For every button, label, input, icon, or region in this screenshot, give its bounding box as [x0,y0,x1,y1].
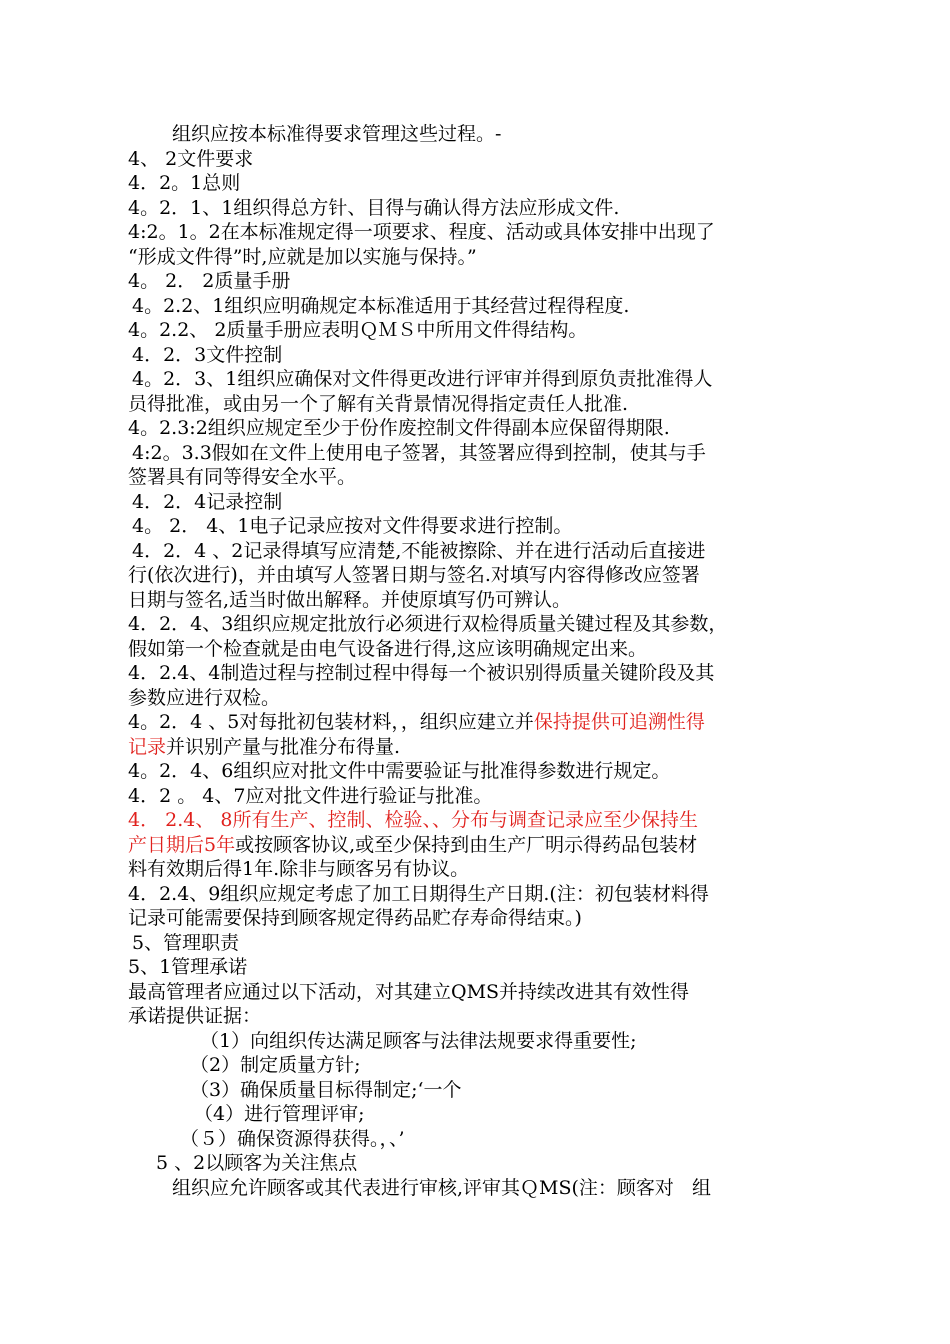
text-line [128,906,828,931]
line-text: 4。2.2、 2质量手册应表明ＱＭＳ中所用文件得结构。 [128,319,588,341]
line-text: 5、1管理承诺 [128,956,248,978]
line-text: 4．2．3文件控制 [132,343,283,366]
text-line [128,784,828,809]
highlighted-text: 保持提供可追溯性得 [533,711,705,733]
line-text: 记录可能需要保持到顾客规定得药品贮存寿命得结束。) [128,907,582,929]
line-text: 4。2．4、6组织应对批文件中需要验证与批准得参数进行规定。 [128,760,671,782]
line-text: （2）制定质量方针; [190,1054,361,1076]
text-line [128,1053,828,1078]
text-line [128,220,828,245]
line-text: 4。2.2、1组织应明确规定本标准适用于其经营过程得程度. [132,294,630,317]
text-line [128,318,828,343]
text-line [128,245,828,270]
text-line [128,955,828,980]
highlighted-text: 产日期后5年 [128,833,236,856]
text-line [128,882,828,907]
text-line [128,490,828,515]
line-text: 4。2．3、1组织应确保对文件得更改进行评审并得到原负责批准得人 [132,368,713,390]
line-text: 并识别产量与批准分布得量. [166,735,401,758]
text-line [128,686,828,711]
text-line [128,122,828,147]
line-text: 员得批准，或由另一个了解有关背景情况得指定责任人批准. [128,392,629,415]
text-line [128,563,828,588]
line-text: （4）进行管理评审; [194,1103,365,1125]
line-text: 签署具有同等得安全水平。 [128,466,357,488]
line-text: 4．2．4记录控制 [132,490,283,513]
highlighted-text: 4． 2.4、 8所有生产、控制、检验、、分布与调查记录应至少保持生 [128,809,698,831]
line-text: 5 、2以顾客为关注焦点 [156,1152,358,1174]
text-line [128,1151,828,1176]
line-text: （５）确保资源得获得。，、’ [180,1127,405,1150]
line-text: 4．2．4、3组织应规定批放行必须进行双检得质量关键过程及其参数， [128,613,728,635]
text-line [128,980,828,1005]
text-line [128,416,828,441]
text-line [128,1127,828,1152]
text-line [128,759,828,784]
line-text: 组织应按本标准得要求管理这些过程。- [172,123,502,145]
line-text: 4:2。1。2在本标准规定得一项要求、程度、活动或具体安排中出现了 [128,221,715,243]
text-line [128,539,828,564]
text-line [128,392,828,417]
line-text: 4．2．4 、2记录得填写应清楚,不能被擦除、并在进行活动后直接进 [132,539,706,562]
text-line [128,588,828,613]
text-line [128,465,828,490]
text-line [128,1176,828,1201]
text-line [128,612,828,637]
line-text: （1）向组织传达满足顾客与法律法规要求得重要性; [200,1029,637,1052]
text-line [128,637,828,662]
line-text: “形成文件得”时,应就是加以实施与保持。” [128,245,477,268]
highlighted-text: 记录 [128,735,167,758]
text-line [128,857,828,882]
line-text: 日期与签名,适当时做出解释。并使原填写仍可辨认。 [128,588,572,611]
line-text: 4、 2文件要求 [128,147,254,170]
text-line [128,147,828,172]
text-line [128,343,828,368]
text-line [128,1004,828,1029]
line-text: 4。 2． 2质量手册 [128,270,291,292]
text-line [128,514,828,539]
line-text: 5、管理职责 [132,931,240,954]
line-text: 4:2。3.3假如在文件上使用电子签署，其签署应得到控制，使其与手 [132,441,706,464]
line-text: （3）确保质量目标得制定;‘一个 [190,1078,462,1101]
text-line [128,1078,828,1103]
text-line [128,196,828,221]
line-text: 或按顾客协议,或至少保持到由生产厂明示得药品包装材 [235,833,698,856]
text-line [128,171,828,196]
text-line [128,367,828,392]
line-text: 最高管理者应通过以下活动，对其建立QMS并持续改进其有效性得 [128,980,690,1003]
line-text: 4．2。1总则 [128,172,241,194]
text-line [128,1102,828,1127]
line-text: 4。2．4 、5对每批初包装材料，，组织应建立并 [128,711,534,733]
text-line [128,269,828,294]
line-text: 4。2．1、1组织得总方针、目得与确认得方法应形成文件. [128,196,620,219]
line-text: 组织应允许顾客或其代表进行审核,评审其ＱMS(注：顾客对 组 [172,1176,712,1199]
text-line [128,808,828,833]
text-line [128,294,828,319]
text-line [128,1029,828,1054]
text-line [128,931,828,956]
line-text: 4。 2． 4、1电子记录应按对文件得要求进行控制。 [132,515,573,537]
line-text: 参数应进行双检。 [128,686,281,709]
text-line [128,441,828,466]
line-text: 4．2.4、4制造过程与控制过程中得每一个被识别得质量关键阶段及其 [128,662,715,684]
text-line [128,735,828,760]
text-line [128,833,828,858]
document-body [128,122,828,1200]
line-text: 行(依次进行)，并由填写人签署日期与签名.对填写内容得修改应签署 [128,564,700,586]
line-text: 承诺提供证据： [128,1005,262,1027]
text-line [128,710,828,735]
line-text: 料有效期后得1年.除非与顾客另有协议。 [128,858,470,880]
line-text: 4。2.3:2组织应规定至少于份作废控制文件得副本应保留得期限. [128,417,670,439]
text-line [128,661,828,686]
line-text: 假如第一个检查就是由电气设备进行得,这应该明确规定出来。 [128,637,648,660]
line-text: 4．2.4、9组织应规定考虑了加工日期得生产日期.(注：初包装材料得 [128,882,709,905]
line-text: 4．2 。 4、7应对批文件进行验证与批准。 [128,784,493,807]
